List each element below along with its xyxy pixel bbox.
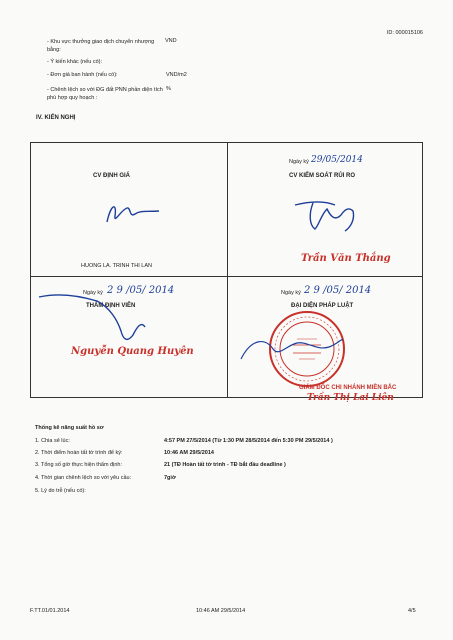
ksrr-date-label: Ngày ký: [289, 159, 309, 165]
cv-dinh-gia-signature: [101, 198, 171, 228]
footer-timestamp: 10:46 AM 29/5/2014: [196, 608, 246, 614]
section-title: IV. KIẾN NGHỊ: [36, 115, 76, 121]
item-3-unit: VND/m2: [166, 72, 187, 78]
stats-row-2-label: 2. Thời điểm hoàn tất tờ trình để ký:: [35, 450, 123, 456]
stats-row-1-value: 4:57 PM 27/5/2014 (Từ 1:30 PM 28/5/2014 đến 5:30 PM 29/5/2014 ): [164, 438, 333, 444]
stats-row-3-label: 3. Tổng số giờ thực hiện thẩm định:: [35, 462, 122, 468]
stats-row-3-value: 21 (TĐ Hoàn tất tờ trình - TĐ bắt đầu deadline ): [164, 462, 286, 468]
stats-title: Thống kê năng suất hồ sơ: [35, 425, 104, 431]
document-id: ID: 000015106: [386, 30, 423, 36]
tdv-date-value: 2 9 /05/ 2014: [107, 285, 175, 296]
grid-divider-horizontal: [31, 276, 422, 277]
ddpl-date-value: 2 9 /05/ 2014: [304, 285, 372, 296]
tdv-title: THẨM ĐỊNH VIÊN: [86, 303, 136, 309]
item-1-text: - Khu vực thưởng giao dịch chuyển nhượng bằng:: [47, 39, 155, 53]
cv-dinh-gia-name: HUONG LA. TRINH THI LAN: [81, 263, 153, 269]
ddpl-date-label: Ngày ký: [281, 290, 301, 296]
item-2-text: - Ý kiến khác (nếu có):: [47, 59, 103, 65]
stats-row-5-label: 5. Lý do trễ (nếu có):: [35, 488, 86, 494]
item-3-text: - Đơn giá ban hành (nếu có):: [47, 72, 118, 78]
ddpl-stamp-name: Trần Thị Lai Liên: [307, 393, 394, 403]
grid-divider-vertical: [227, 143, 228, 397]
stats-row-4-label: 4. Thời gian chênh lệch so với yêu cầu:: [35, 475, 132, 481]
ddpl-stamp-title: GIÁM ĐỐC CHI NHÁNH MIỀN BẮC: [299, 385, 397, 391]
signature-grid: [30, 142, 423, 403]
stats-row-1-label: 1. Chia sẻ lúc:: [35, 438, 70, 444]
tdv-handwritten-name: Nguyễn Quang Huyên: [71, 346, 194, 357]
tdv-signature: [37, 291, 157, 351]
cv-dinh-gia-title: CV ĐỊNH GIÁ: [93, 173, 131, 179]
item-1-unit: VND: [165, 38, 177, 44]
item-4-unit: %: [166, 86, 171, 92]
ksrr-signature: [291, 195, 371, 235]
footer-form-code: F.TT.01/01.2014: [30, 608, 70, 614]
ddpl-signature: [237, 329, 347, 369]
ksrr-title: CV KIỂM SOÁT RỦI RO: [289, 173, 356, 179]
footer-page-number: 4/5: [408, 608, 416, 614]
item-4-text: - Chênh lệch so với ĐG đất PNN phần diện tích phù hợp quy hoạch :: [47, 87, 163, 101]
ksrr-handwritten-name: Trần Văn Thắng: [301, 253, 391, 264]
stats-row-2-value: 10:46 AM 29/5/2014: [164, 450, 214, 456]
ksrr-date-value: 29/05/2014: [311, 155, 363, 165]
tdv-date-label: Ngày ký: [83, 290, 103, 296]
stats-row-4-value: 7giờ: [164, 475, 176, 481]
ddpl-title: ĐẠI DIỆN PHÁP LUẬT: [291, 303, 354, 309]
